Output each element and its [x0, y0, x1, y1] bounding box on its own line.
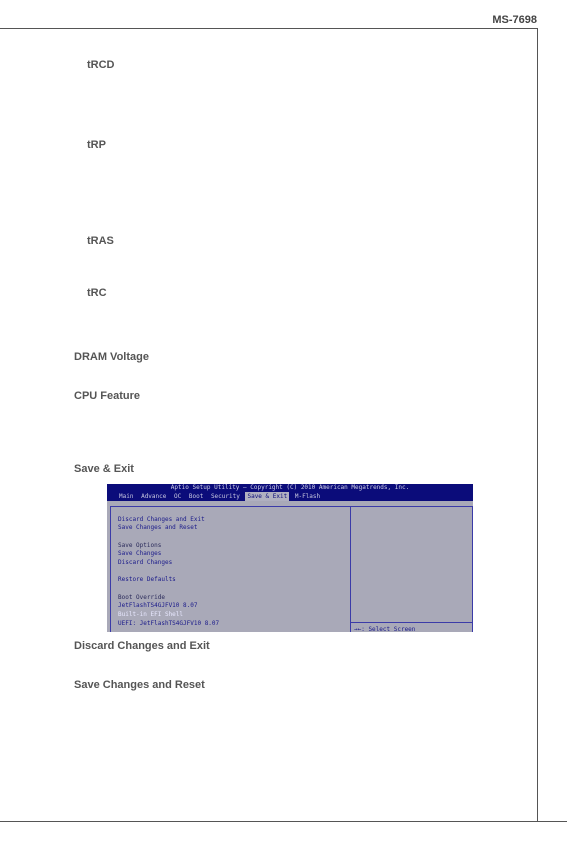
bios-title-bar: Aptio Setup Utility – Copyright (C) 2010 American Megatrends, Inc.: [107, 484, 473, 492]
bios-help-text: →←: Select Screen: [354, 626, 416, 632]
bios-item-restore-defaults[interactable]: Restore Defaults: [118, 576, 176, 583]
term-trp: tRP: [87, 139, 106, 151]
bottom-rule: [0, 821, 567, 822]
bios-tab-oc[interactable]: OC: [174, 493, 182, 500]
bios-item-discard-changes[interactable]: Discard Changes: [118, 559, 173, 566]
model-number: MS-7698: [492, 14, 537, 26]
bios-item-save-changes[interactable]: Save Changes: [118, 550, 162, 557]
bios-tab-save-exit[interactable]: Save & Exit: [247, 493, 288, 500]
bios-help-panel: [350, 506, 473, 632]
bios-screenshot: [107, 484, 473, 632]
bios-item-discard-exit[interactable]: Discard Changes and Exit: [118, 516, 205, 523]
term-trcd: tRCD: [87, 59, 115, 71]
bios-tab-boot[interactable]: Boot: [188, 493, 204, 500]
bios-help-divider: [350, 622, 472, 623]
top-rule: [0, 28, 537, 29]
bios-tab-m-flash[interactable]: M-Flash: [294, 493, 321, 500]
term-discard-changes-exit: Discard Changes and Exit: [74, 640, 210, 652]
bios-menu-panel: [110, 506, 351, 632]
bios-item-uefi-jetflash[interactable]: UEFI: JetFlashTS4GJFV10 8.07: [118, 620, 220, 627]
bios-heading-boot-override: Boot Override: [118, 594, 165, 601]
term-trc: tRC: [87, 287, 107, 299]
bios-tab-security[interactable]: Security: [210, 493, 240, 500]
term-cpu-feature: CPU Feature: [74, 390, 141, 402]
term-dram-voltage: DRAM Voltage: [74, 351, 149, 363]
bios-tab-advance[interactable]: Advance: [141, 493, 167, 500]
bios-item-boot-jetflash[interactable]: JetFlashTS4GJFV10 8.07: [118, 602, 198, 609]
right-rule: [537, 28, 538, 821]
bios-tab-bar: [107, 492, 473, 501]
term-save-changes-reset: Save Changes and Reset: [74, 679, 205, 691]
term-save-exit: Save & Exit: [74, 463, 134, 475]
bios-tab-main[interactable]: Main: [119, 493, 134, 500]
bios-heading-save-options: Save Options: [118, 542, 162, 549]
term-tras: tRAS: [87, 235, 114, 247]
bios-item-save-reset[interactable]: Save Changes and Reset: [118, 524, 198, 531]
bios-item-efi-shell[interactable]: Built-in EFI Shell: [118, 611, 184, 618]
